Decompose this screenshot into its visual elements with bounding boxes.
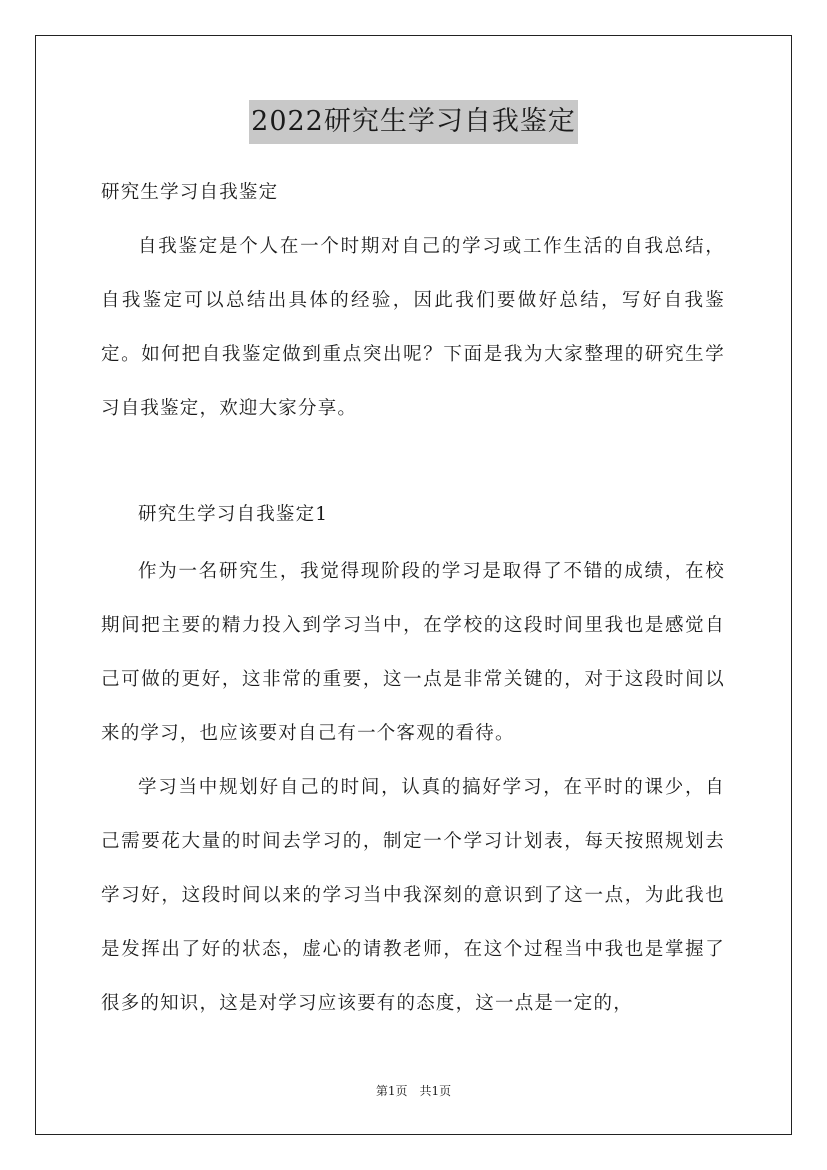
section-heading: 研究生学习自我鉴定1 bbox=[138, 504, 329, 525]
title-container bbox=[0, 100, 827, 144]
document-subtitle: 研究生学习自我鉴定 bbox=[101, 182, 279, 203]
document-title: 2022研究生学习自我鉴定 bbox=[249, 100, 578, 144]
body-paragraph-1: 作为一名研究生，我觉得现阶段的学习是取得了不错的成绩，在校期间把主要的精力投入到学习当中，在学校的这段时间里我也是感觉自己可做的更好，这非常的重要，这一点是非常关键的，对于这段时间以来的学习，也应该要对自己有一个客观的看待。 bbox=[101, 561, 725, 744]
intro-paragraph: 自我鉴定是个人在一个时期对自己的学习或工作生活的自我总结，自我鉴定可以总结出具体的经验，因此我们要做好总结，写好自我鉴定。如何把自我鉴定做到重点突出呢？下面是我为大家整理的研究生学习自我鉴定，欢迎大家分享。 bbox=[101, 236, 725, 419]
body-paragraph-2: 学习当中规划好自己的时间，认真的搞好学习，在平时的课少，自己需要花大量的时间去学习的，制定一个学习计划表，每天按照规划去学习好，这段时间以来的学习当中我深刻的意识到了这一点，为此我也是发挥出了好的状态，虚心的请教老师，在这个过程当中我也是掌握了很多的知识，这是对学习应该要有的态度，这一点是一定的， bbox=[101, 777, 725, 1014]
page-footer: 第1页 共1页 bbox=[375, 1084, 452, 1098]
